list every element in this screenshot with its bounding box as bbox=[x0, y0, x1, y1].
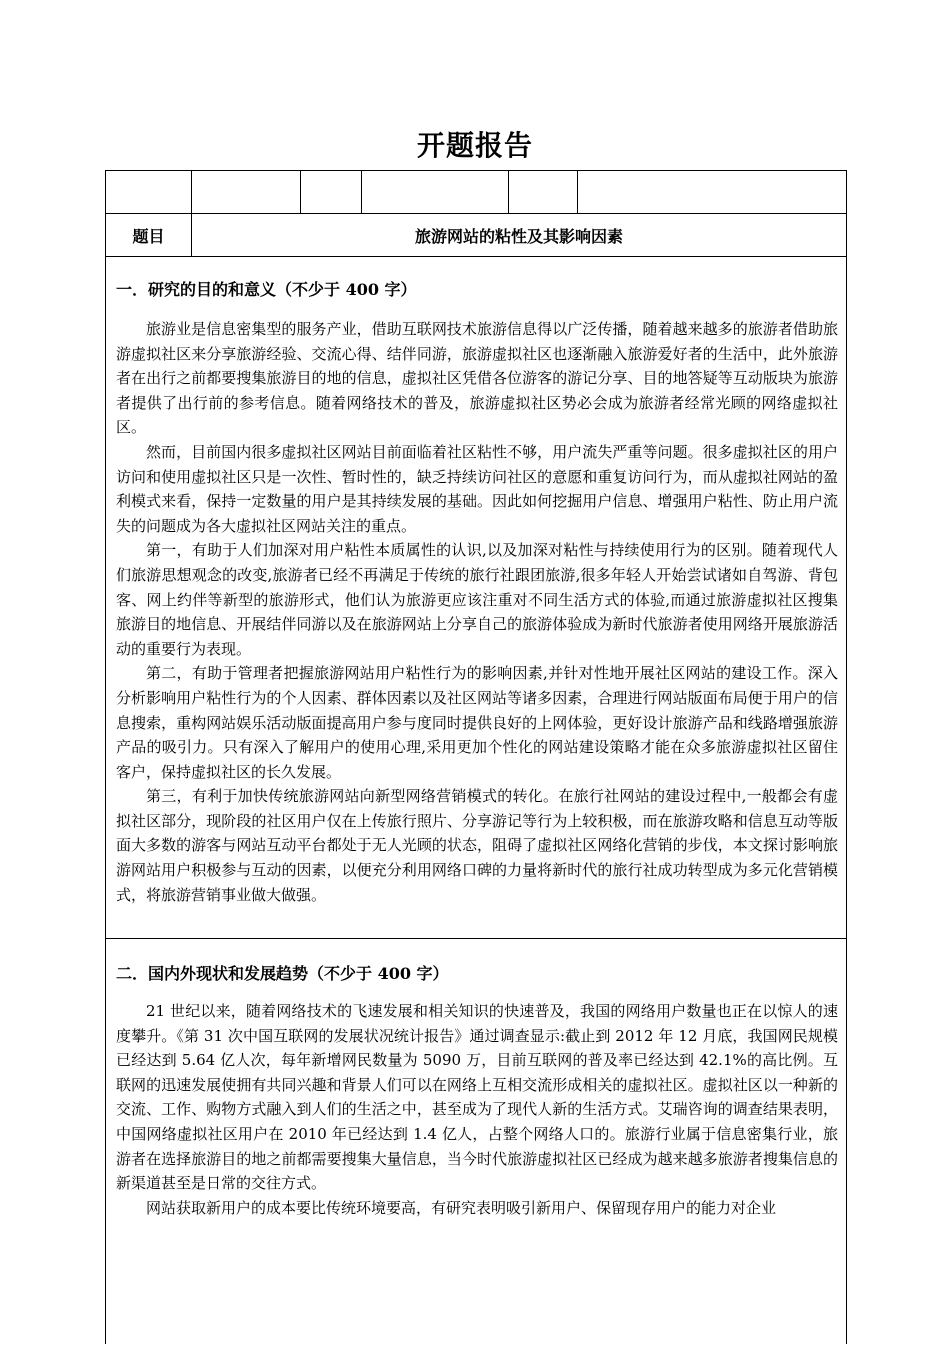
section-body bbox=[116, 317, 838, 907]
empty-cell bbox=[509, 171, 578, 213]
topic-label: 题目 bbox=[106, 214, 192, 256]
paragraph: 21 世纪以来，随着网络技术的飞速发展和相关知识的快速普及，我国的网络用户数量也正在以惊人的速度攀升。《第 31 次中国互联网的发展状况统计报告》通过调查显示:截止到 2012 年 12 月底，我国网民规模已经达到 5.64 亿人次，每年新增网民数量为 5090 万，目前互联网的普及率已经达到 42.1%的高比例。互联网的迅速发展使拥有共同兴趣和背景人们可以在网络上互相交流形成相关的虚拟社区。虚拟社区以一种新的交流、工作、购物方式融入到人们的生活之中，甚至成为了现代人新的生活方式。艾瑞咨询的调查结果表明，中国网络虚拟社区用户在 2010 年已经达到 1.4 亿人，占整个网络人口的。旅游行业属于信息密集行业，旅游者在选择旅游目的地之前都需要搜集大量信息，当今时代旅游虚拟社区已经成为越来越多旅游者搜集信息的新渠道甚至是日常的交往方式。 bbox=[116, 1002, 838, 1193]
section-purpose bbox=[106, 257, 846, 939]
topic-row bbox=[106, 214, 846, 257]
paragraph: 然而，目前国内很多虚拟社区网站目前面临着社区粘性不够，用户流失严重等问题。很多虚拟社区的用户访问和使用虚拟社区只是一次性、暂时性的，缺乏持续访问社区的意愿和重复访问行为，而从虚拟社网站的盈利模式来看，保持一定数量的用户是其持续发展的基础。因此如何挖掘用户信息、增强用户粘性、防止用户流失的问题成为各大虚拟社区网站关注的重点。 bbox=[116, 442, 838, 535]
paragraph: 旅游业是信息密集型的服务产业，借助互联网技术旅游信息得以广泛传播，随着越来越多的旅游者借助旅游虚拟社区来分享旅游经验、交流心得、结伴同游，旅游虚拟社区也逐渐融入旅游爱好者的生活中，此外旅游者在出行之前都要搜集旅游目的地的信息，虚拟社区凭借各位游客的游记分享、目的地答疑等互动版块为旅游者提供了出行前的参考信息。随着网络技术的普及，旅游虚拟社区势必会成为旅游者经常光顾的网络虚拟社区。 bbox=[116, 320, 838, 437]
section-heading: 一．研究的目的和意义（不少于 400 字） bbox=[116, 280, 417, 299]
header-empty-row bbox=[106, 171, 846, 214]
section-status bbox=[106, 939, 846, 1345]
paragraph: 网站获取新用户的成本要比传统环境要高，有研究表明吸引新用户、保留现存用户的能力对企业 bbox=[146, 1198, 777, 1217]
document-title: 开题报告 bbox=[416, 129, 533, 162]
section-body bbox=[116, 999, 838, 1220]
paragraph: 第二，有助于管理者把握旅游网站用户粘性行为的影响因素,并针对性地开展社区网站的建设工作。深入分析影响用户粘性行为的个人因素、群体因素以及社区网站等诸多因素，合理进行网站版面布局便于用户的信息搜索，重构网站娱乐活动版面提高用户参与度同时提供良好的上网体验，更好设计旅游产品和线路增强旅游产品的吸引力。只有深入了解用户的使用心理,采用更加个性化的网站建设策略才能在众多旅游虚拟社区留住客户，保持虚拟社区的长久发展。 bbox=[116, 664, 838, 781]
empty-cell bbox=[362, 171, 509, 213]
topic-value: 旅游网站的粘性及其影响因素 bbox=[414, 226, 623, 246]
report-table bbox=[105, 170, 847, 1344]
paragraph: 第三，有利于加快传统旅游网站向新型网络营销模式的转化。在旅行社网站的建设过程中,一般都会有虚拟社区部分，现阶段的社区用户仅在上传旅行照片、分享游记等行为上较积极，而在旅游攻略和信息互动等版面大多数的游客与网站互动平台都处于无人光顾的状态，阻碍了虚拟社区网络化营销的步伐，本文探讨影响旅游网站用户积极参与互动的因素，以便充分利用网络口碑的力量将新时代的旅行社成功转型成为多元化营销模式，将旅游营销事业做大做强。 bbox=[116, 787, 838, 904]
empty-cell bbox=[192, 171, 301, 213]
empty-cell bbox=[106, 171, 192, 213]
empty-cell bbox=[301, 171, 362, 213]
paragraph: 第一，有助于人们加深对用户粘性本质属性的认识,以及加深对粘性与持续使用行为的区别。随着现代人们旅游思想观念的改变,旅游者已经不再满足于传统的旅行社跟团旅游,很多年轻人开始尝试诸如自驾游、背包客、网上约伴等新型的旅游形式，他们认为旅游更应该注重对不同生活方式的体验,而通过旅游虚拟社区搜集旅游目的地信息、开展结伴同游以及在旅游网站上分享自己的旅游体验成为新时代旅游者使用网络开展旅游活动的重要行为表现。 bbox=[116, 541, 838, 658]
section-heading: 二．国内外现状和发展趋势（不少于 400 字） bbox=[116, 964, 449, 983]
